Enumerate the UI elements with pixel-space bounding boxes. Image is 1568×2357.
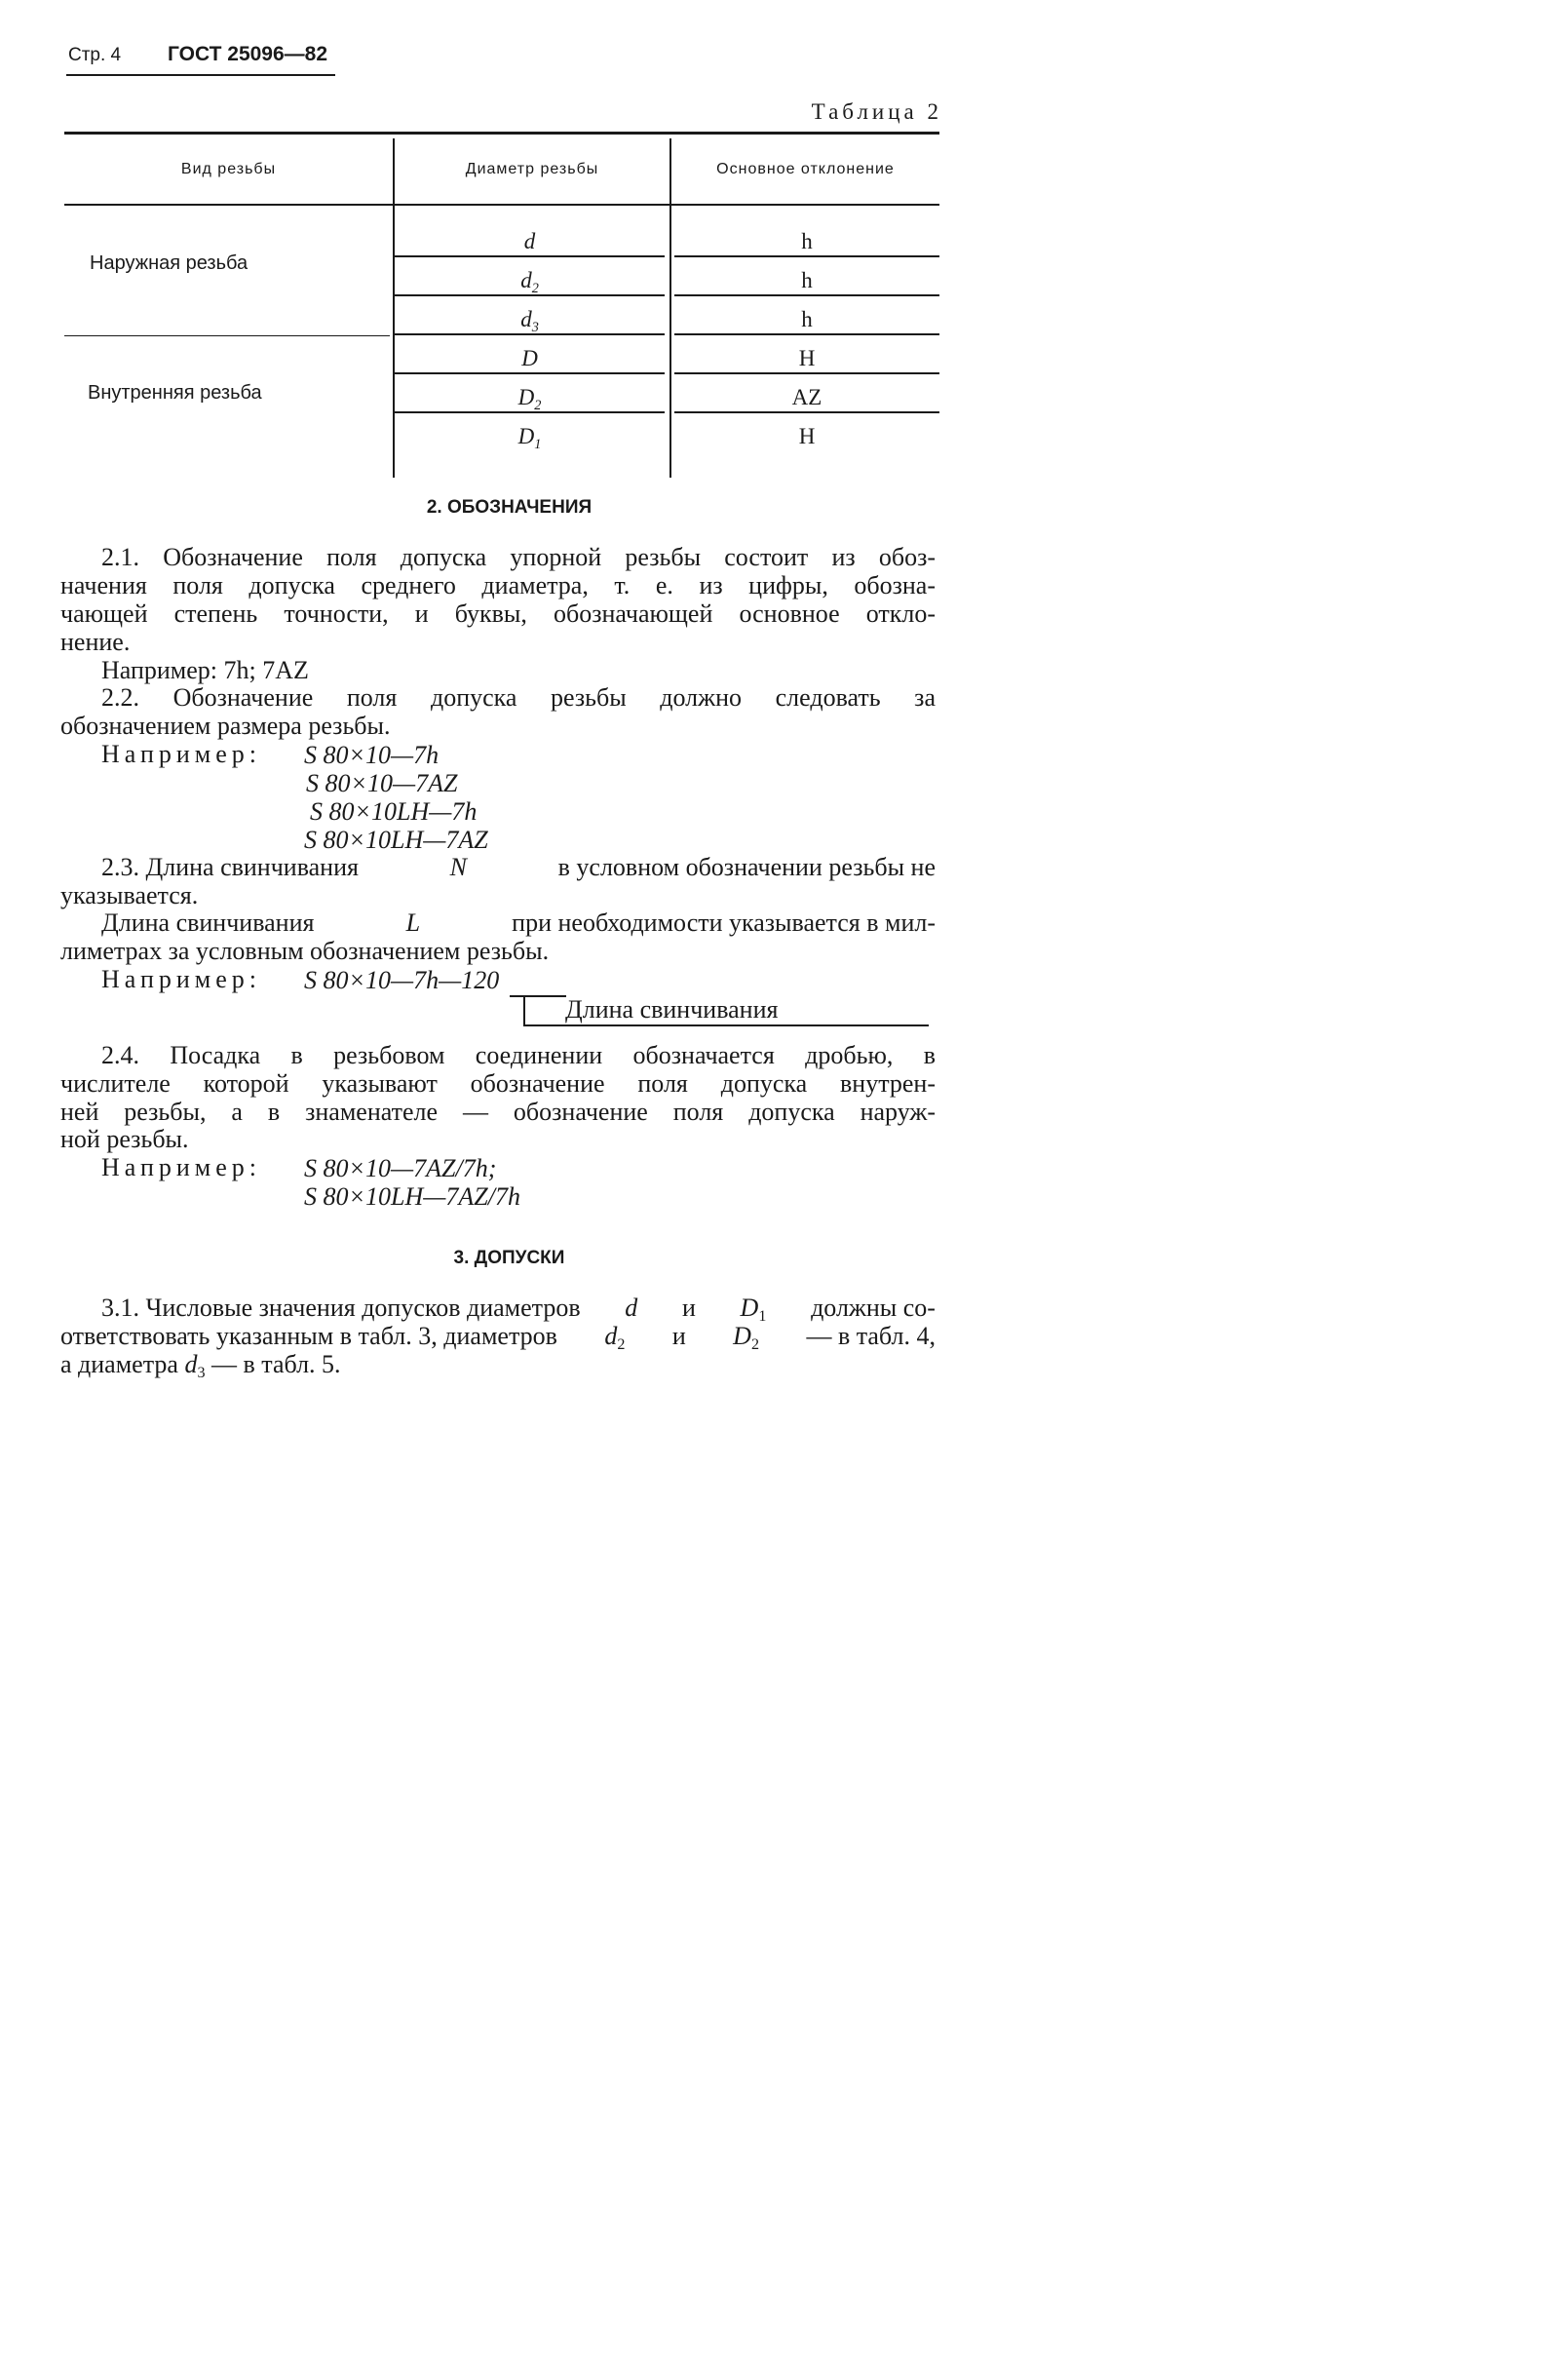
callout-underline [523,1024,929,1026]
paragraph-line: чающей степень точности, и буквы, обозначающей основное откло- [60,599,936,628]
table-cell-diameter: $D_2$ [517,385,542,413]
table-cell-deviation: h [801,229,813,253]
page-number: Стр. 4 [68,45,122,65]
table-cell-diameter: $d_3$ [520,307,539,335]
paragraph-line: 2.4. Посадка в резьбовом соединении обозначается дробью, в [101,1041,936,1069]
callout-label: Длина свинчивания [565,995,779,1024]
table-col-rule-2 [669,138,671,478]
paragraph-line: 2.3. Длина свинчивания N в условном обозначении резьбы не [101,853,936,881]
example-designation: S 80×10LH—7AZ/7h [304,1182,520,1211]
example-text: Например: 7h; 7AZ [101,656,309,684]
paragraph-line: 3.1. Числовые значения допусков диаметров d и $D_1$ должны со- [101,1294,936,1325]
paragraph-line: ней резьбы, а в знаменателе — обозначение поля допуска наруж- [60,1098,936,1126]
section-title: 2. ОБОЗНАЧЕНИЯ [426,497,593,518]
paragraph-line: 2.2. Обозначение поля допуска резьбы должно следовать за [101,683,936,712]
paragraph-line: лиметрах за условным обозначением резьбы. [60,937,550,965]
group-divider [64,335,390,336]
paragraph-line: нение. [60,628,131,656]
paragraph-line: ответствовать указанным в табл. 3, диаметров $d_2$ и $D_2$ — в табл. 4, [60,1322,936,1353]
example-designation: S 80×10—7AZ/7h; [304,1154,497,1182]
table-cell-diameter: D [521,346,538,370]
example-label: Например: [101,965,262,993]
paragraph-line: указывается. [60,881,199,909]
callout-leader-top [510,995,566,997]
table-cell-deviation: h [801,268,813,292]
example-designation: S 80×10—7h [304,741,440,769]
example-designation: S 80×10LH—7AZ [304,826,488,854]
table-label: Таблица 2 [811,99,942,124]
table-cell-deviation: AZ [791,385,822,409]
row-rule [674,294,939,296]
group-label-external: Наружная резьба [90,252,249,274]
row-rule [674,333,939,335]
paragraph-line: 2.1. Обозначение поля допуска упорной резьбы состоит из обоз- [101,543,936,571]
paragraph-line: обозначением размера резьбы. [60,712,391,740]
example-designation: S 80×10LH—7h [310,797,478,826]
section-title: 3. ДОПУСКИ [453,1248,565,1268]
col-header-deviation: Основное отклонение [716,161,895,177]
table-cell-deviation: H [798,346,816,370]
paragraph-line: а диаметра $d_3$ — в табл. 5. [60,1350,341,1381]
col-header-thread-type: Вид резьбы [180,161,277,177]
table-header-rule [64,204,939,206]
paragraph-line: Длина свинчивания L при необходимости указывается в мил- [101,908,936,937]
example-label: Например: [101,1153,262,1181]
paragraph-line: числителе которой указывают обозначение поля допуска внутрен- [60,1069,936,1098]
example-label: Например: [101,740,262,768]
row-rule [674,255,939,257]
row-rule [674,372,939,374]
col-header-diameter: Диаметр резьбы [465,161,599,177]
paragraph-line: начения поля допуска среднего диаметра, т. е. из цифры, обозна- [60,571,936,599]
example-designation: S 80×10—7h—120 [304,966,500,994]
row-rule [674,411,939,413]
table-cell-deviation: H [798,424,816,448]
table-cell-diameter: d [523,229,536,253]
table-top-rule [64,132,939,135]
group-label-internal: Внутренняя резьба [88,382,262,404]
callout-leader-vertical [523,995,525,1024]
header-rule [66,74,335,76]
table-cell-diameter: $d_2$ [520,268,539,296]
table-cell-diameter: $D_1$ [517,424,542,452]
standard-code: ГОСТ 25096—82 [168,43,328,65]
table-cell-deviation: h [801,307,813,331]
example-designation: S 80×10—7AZ [306,769,458,797]
paragraph-line: ной резьбы. [60,1125,189,1153]
